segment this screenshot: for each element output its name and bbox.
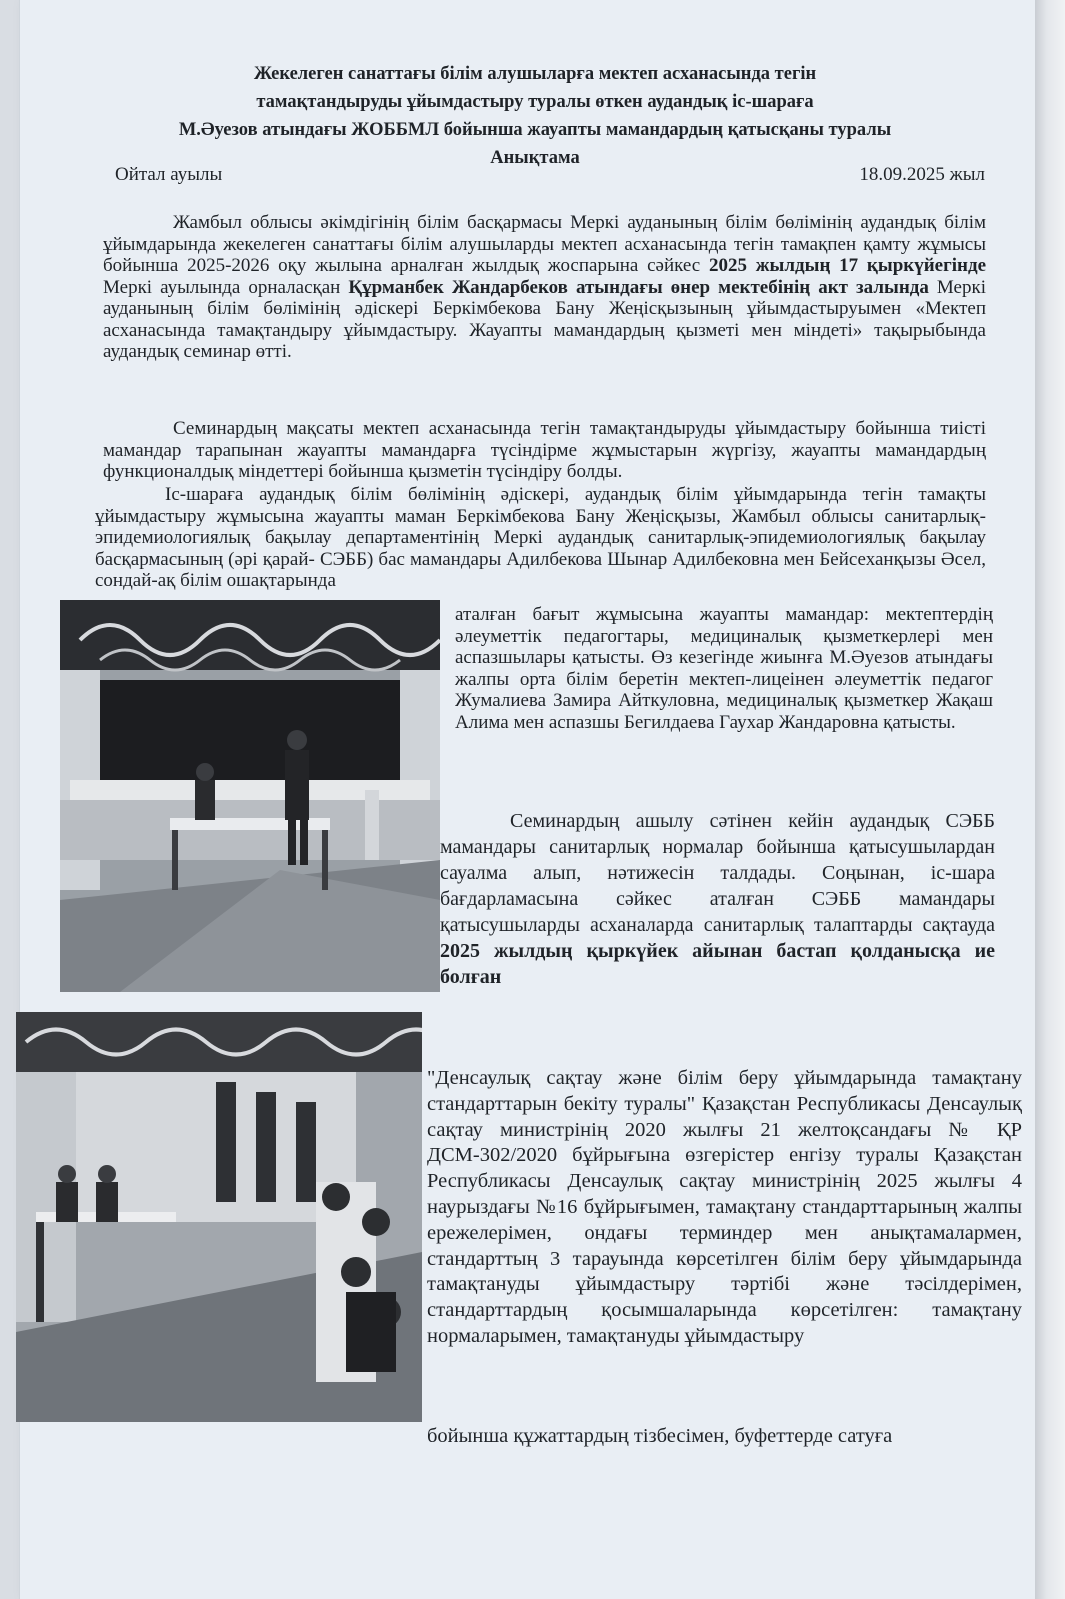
paragraph-3-continued: аталған бағыт жұмысына жауапты мамандар: мектептердің әлеуметтік педагогтары, медициналық қызметкерлері мен аспазшылары қатысты. Өз кезегінде жиынға М.Әуезов атындағы жалпы орта білім беретін мектеп-лицеінен әлеуметтік педагог Жумалиева Замира Айткуловна, медициналық қызметкер Жақаш Алима мен аспазшы Бегилдаева Гаухар Жандаровна қатысты.	[455, 604, 993, 733]
place: Ойтал ауылы	[115, 164, 223, 185]
document-meta	[115, 164, 985, 186]
p1-text: Меркі ауылында орналасқан	[103, 276, 349, 298]
p1-bold-venue: Құрманбек Жандарбеков атындағы өнер мектебінің акт залында	[348, 276, 929, 298]
seminar-photo-stage	[60, 600, 440, 992]
title-line: Жекелеген санаттағы білім алушыларға мектеп асханасында тегін	[253, 64, 817, 84]
page-edge	[1035, 0, 1065, 1599]
p1-text: Жамбыл облысы әкімдігінің білім басқармасы Меркі ауданының білім бөлімінің аудандық білім ұйымдарында жекелеген санаттағы білім алушыларды мектеп асханасында тегін тамақпен қамту жұмысы бойынша 2025-2026 оқу жылына арналған жылдық жоспарына сәйкес	[103, 212, 986, 276]
paragraph-4-last-line: бойынша құжаттардың тізбесімен, буфеттерде сатуға	[427, 1425, 893, 1447]
title-line: Анықтама	[490, 148, 580, 168]
paragraph-4	[440, 808, 995, 990]
p4-text: Семинардың ашылу сәтінен кейін аудандық СЭББ мамандары санитарлық нормалар бойынша қатысушылардан сауалма алып, нәтижесін талдады. Соңынан, іс-шара бағдарламасына сәйкес аталған СЭББ мамандары қатысушыларды асханаларда санитарлық талаптарды сақтауда	[440, 810, 995, 936]
photo-image	[16, 1012, 422, 1422]
p4-bold: 2025 жылдың қыркүйек айынан бастап қолданысқа ие болған	[440, 940, 995, 988]
seminar-photo-audience	[16, 1012, 422, 1422]
paragraph-2: Семинардың мақсаты мектеп асханасында тегін тамақтандыруды ұйымдастыру бойынша тиісті мамандар тарапынан жауапты мамандарға түсіндірме жұмыстарын жүргізу, жауапты мамандардың функционалдық міндеттері бойынша қызметін түсіндіру болды.	[103, 418, 986, 482]
document-title	[95, 60, 975, 172]
photo-image	[60, 600, 440, 992]
title-line: М.Әуезов атындағы ЖОББМЛ бойынша жауапты мамандардың қатысқаны туралы	[178, 120, 892, 140]
title-line: тамақтандыруды ұйымдастыру туралы өткен аудандық іс-шараға	[256, 92, 814, 112]
date: 18.09.2025 жыл	[859, 164, 985, 185]
p1-bold-date: 2025 жылдың 17 қыркүйегінде	[708, 255, 986, 276]
p1-text: Меркі ауданының білім бөлімінің әдіскері Беркімбекова Бану Жеңісқызының ұйымдастыруымен «Мектеп асханасында тамақтандыру ұйымдастыру. Жауапты мамандардың қызметі мен міндеті» тақырыбында аудандық семинар өтті.	[103, 276, 986, 362]
paragraph-4-continued: "Денсаулық сақтау және білім беру ұйымдарында тамақтану стандарттарын бекіту туралы" Қазақстан Республикасы Денсаулық сақтау министрінің 2020 жылғы 21 желтоқсандағы № ҚР ДСМ-302/2020 бұйрығына өзгерістер енгізу туралы Қазақстан Республикасы Денсаулық сақтау министрінің 2025 жылғы 4 наурыздағы №16 бұйрығымен, тамақтану стандарттарының жалпы ережелерімен, ондағы терминдер мен анықтамалармен, стандарттың 3 тарауында көрсетілген білім беру ұйымдарында тамақтануды ұйымдастыру тәртібі және тәсілдерімен, стандарттардың қосымшаларында көрсетілген: тамақтану нормаларымен, тамақтануды ұйымдастыру	[427, 1067, 1022, 1347]
paragraph-3: Іс-шараға аудандық білім бөлімінің әдіскері, аудандық білім ұйымдарында тегін тамақты ұйымдастыру жұмысына жауапты маман Беркімбекова Бану Жеңісқызы, Жамбыл облысы санитарлық-эпидемиологиялық бақылау департаментінің Меркі аудандық санитарлық-эпидемиологиялық бақылау басқармасының (әрі қарай- СЭББ) бас мамандары Адилбекова Шынар Адилбековна мен Бейсеханқызы Әсел, сондай-ақ білім ошақтарында	[95, 484, 986, 591]
paragraph-1	[103, 212, 986, 363]
